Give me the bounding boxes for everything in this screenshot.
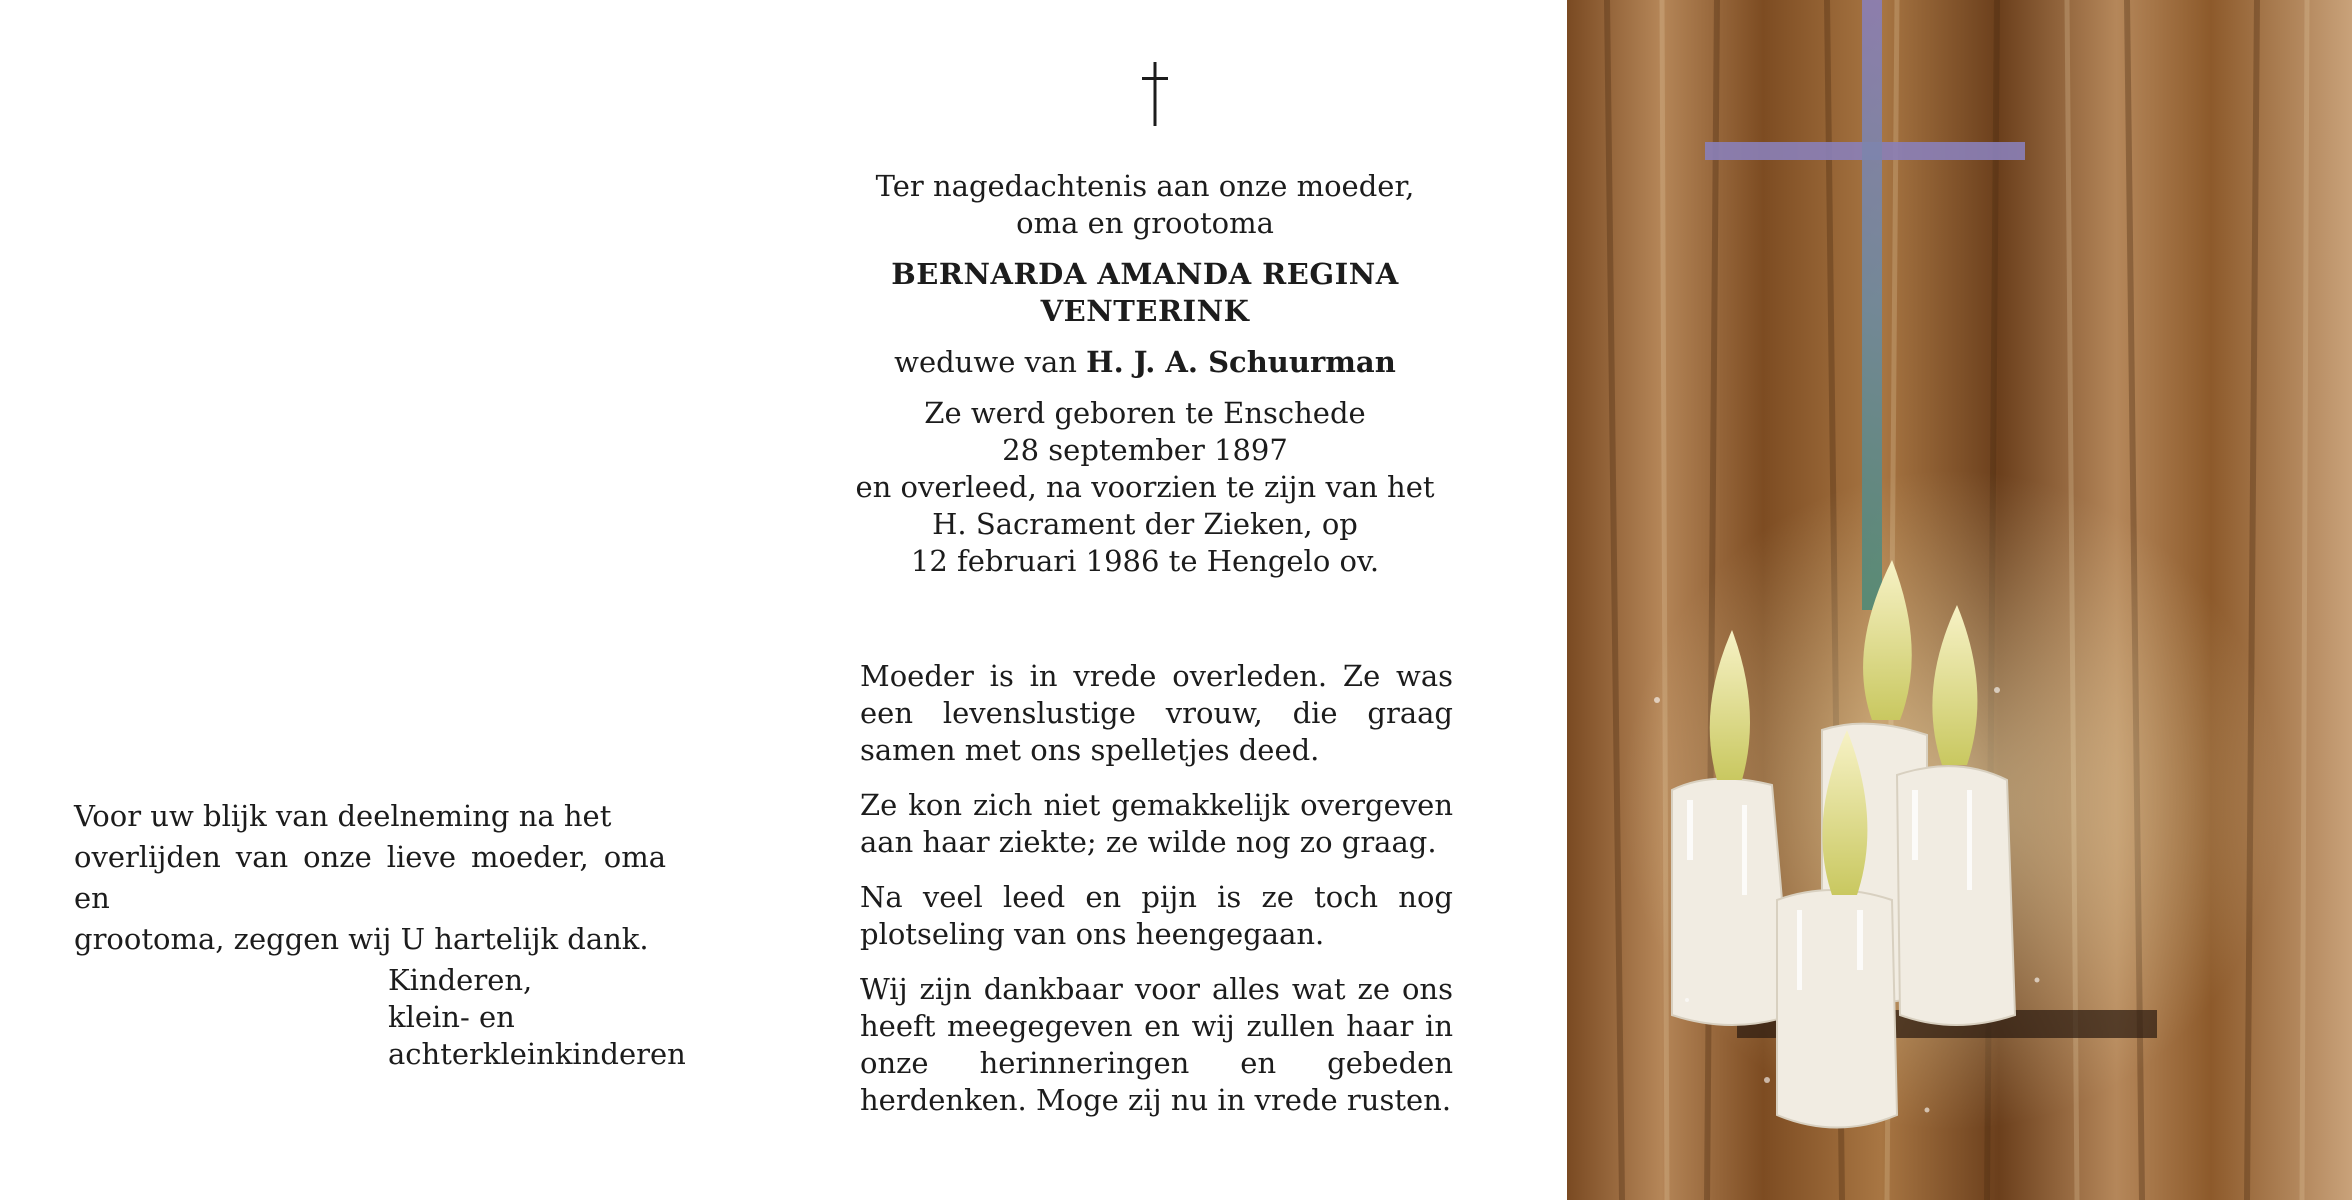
paragraph: Wij zijn dankbaar voor alles wat ze ons heeft meegegeven en wij zullen haar in onze herinneringen en gebeden herdenken. Moge zij nu in vrede rusten.: [860, 972, 1453, 1117]
memorial-header: [795, 168, 1495, 580]
deceased-name: [795, 256, 1495, 330]
thanks-line: grootoma, zeggen wij U hartelijk dank.: [74, 922, 649, 956]
thanks-line: Voor uw blijk van deelneming na het: [74, 799, 612, 833]
candles-cross-painting: [1567, 0, 2352, 1200]
life-details: [795, 395, 1495, 580]
spouse-name: H. J. A. Schuurman: [1086, 345, 1396, 379]
life-line: H. Sacrament der Zieken, op: [932, 507, 1358, 541]
life-line: 12 februari 1986 te Hengelo ov.: [910, 544, 1380, 578]
signoff-line: Kinderen,: [388, 963, 533, 997]
name-line: VENTERINK: [1040, 294, 1250, 328]
life-line: Ze werd geboren te Enschede: [924, 396, 1366, 430]
name-line: BERNARDA AMANDA REGINA: [891, 257, 1399, 291]
signoff-line: achterkleinkinderen: [388, 1037, 686, 1071]
signoff: [388, 962, 686, 1073]
dedication-line: oma en grootoma: [1016, 206, 1274, 240]
paragraph: Moeder is in vrede overleden. Ze was een levenslustige vrouw, die graag samen met ons spelletjes deed.: [860, 659, 1453, 767]
dedication-line: Ter nagedachtenis aan onze moeder,: [875, 169, 1415, 203]
life-line: 28 september 1897: [1002, 433, 1288, 467]
life-line: en overleed, na voorzien te zijn van het: [855, 470, 1435, 504]
widow-prefix: weduwe van: [894, 345, 1077, 379]
middle-panel: [735, 0, 1565, 1200]
memorial-text: [860, 658, 1453, 1137]
thank-you-text: [74, 796, 666, 960]
paragraph: Ze kon zich niet gemakkelijk overgeven aan haar ziekte; ze wilde nog zo graag.: [860, 788, 1453, 859]
signoff-line: klein- en: [388, 1000, 515, 1034]
thanks-line: overlijden van onze lieve moeder, oma en: [74, 840, 666, 915]
left-panel: [0, 0, 735, 1200]
paragraph: Na veel leed en pijn is ze toch nog plotseling van ons heengegaan.: [860, 880, 1453, 951]
cross-icon: [1140, 62, 1170, 126]
widow-of: [795, 344, 1495, 381]
dedication: [795, 168, 1495, 242]
